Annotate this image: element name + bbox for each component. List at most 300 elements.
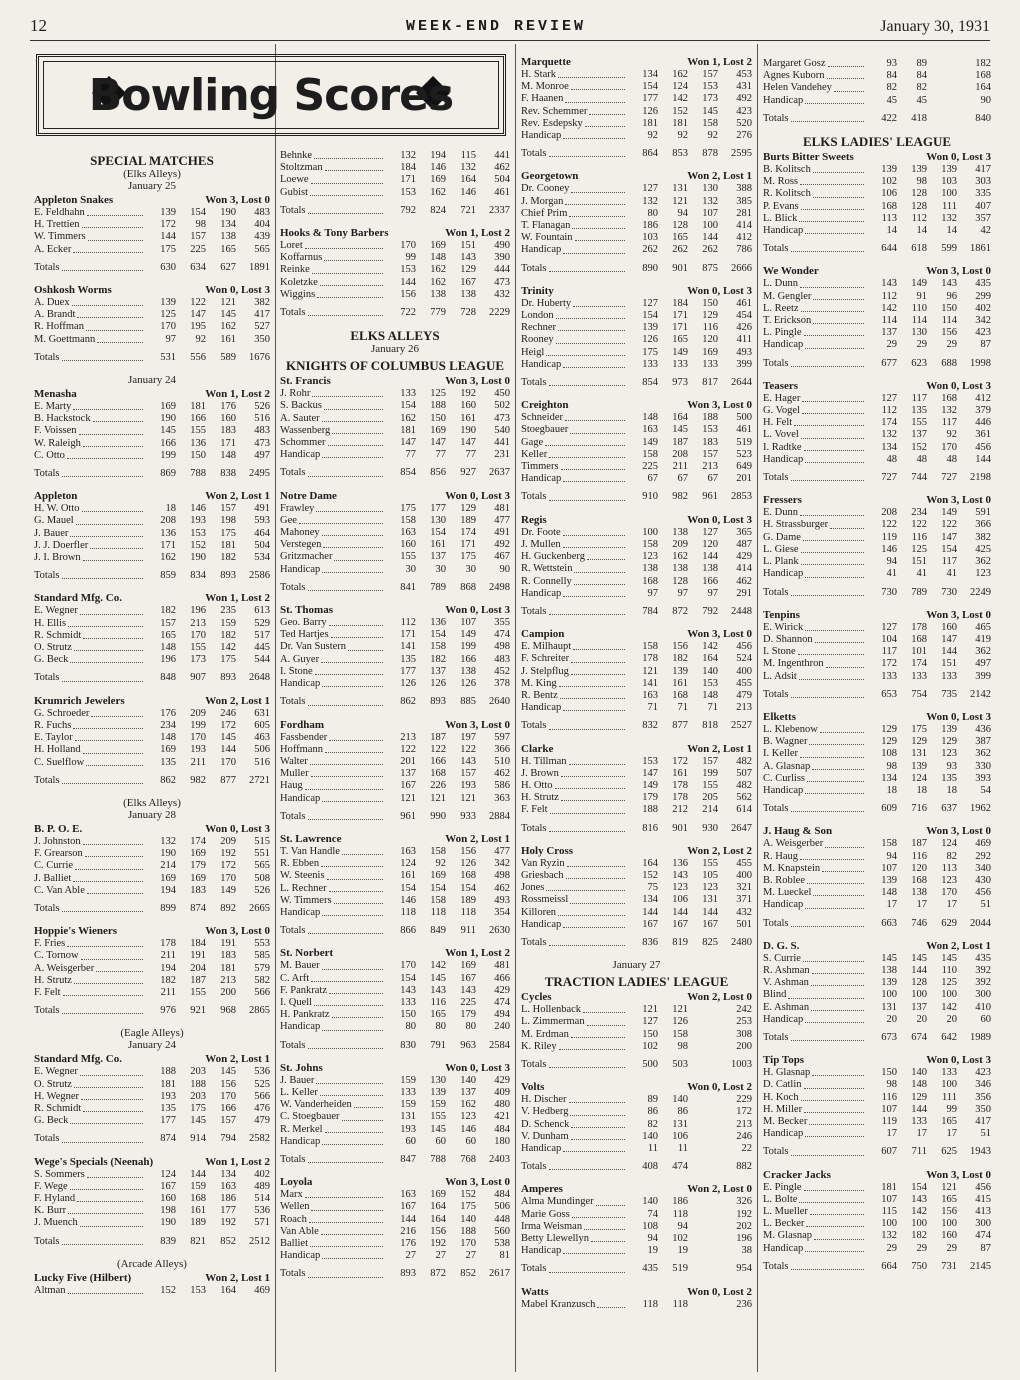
- score-cells: [386, 277, 510, 289]
- section-subheading: January 28: [128, 808, 176, 821]
- game-score: 60: [465, 1135, 476, 1147]
- game-score: 153: [400, 186, 416, 198]
- issue-date: January 30, 1931: [880, 18, 990, 35]
- score-cells: [628, 1119, 752, 1131]
- score-cells: [146, 1133, 270, 1145]
- player-row: [280, 678, 510, 690]
- player-row: [763, 454, 991, 466]
- player-row: [521, 588, 752, 600]
- leader-dots: [591, 1233, 625, 1242]
- leader-dots: [549, 263, 625, 272]
- player-row: [763, 1182, 991, 1194]
- series-total: 300: [975, 1218, 991, 1230]
- game-score: 190: [160, 1217, 176, 1229]
- game-score: 875: [702, 262, 718, 274]
- series-total: 1891: [249, 261, 270, 273]
- game-score: 80: [465, 1021, 476, 1033]
- leader-dots: [310, 756, 383, 765]
- game-score: 138: [672, 526, 688, 538]
- game-score: 129: [911, 736, 927, 748]
- game-score: 98: [916, 176, 927, 188]
- score-cells: [867, 953, 991, 965]
- player-row: [521, 1233, 752, 1245]
- leader-dots: [561, 461, 625, 470]
- totals-row: [280, 696, 510, 708]
- player-name: H. Wegner: [34, 1090, 80, 1102]
- game-score: 133: [400, 388, 416, 400]
- game-score: 142: [941, 1001, 957, 1013]
- player-row: [280, 539, 510, 551]
- player-name: J. I. Brown: [34, 552, 81, 564]
- score-cells: [386, 997, 510, 1009]
- player-row: [280, 732, 510, 744]
- leader-dots: [322, 907, 383, 916]
- series-total: 196: [736, 1233, 752, 1245]
- score-cells: [386, 1099, 510, 1111]
- game-score: 48: [946, 453, 957, 465]
- game-score: 794: [220, 1133, 236, 1145]
- game-score: 123: [642, 551, 658, 563]
- game-score: 133: [941, 670, 957, 682]
- player-row: [280, 289, 510, 301]
- game-score: 145: [911, 952, 927, 964]
- series-total: 473: [254, 437, 270, 449]
- player-name: Helen Vandehey: [763, 82, 832, 94]
- score-cells: [628, 1221, 752, 1233]
- score-cells: [386, 1087, 510, 1099]
- game-score: 98: [677, 1040, 688, 1052]
- score-cells: [386, 846, 510, 858]
- player-row: [521, 461, 752, 473]
- leader-dots: [72, 297, 143, 306]
- game-score: 149: [642, 436, 658, 448]
- player-name: F. Felt: [34, 986, 61, 998]
- game-score: [688, 1245, 718, 1257]
- leader-dots: [305, 240, 383, 249]
- score-cells: [386, 666, 510, 678]
- game-score: 170: [941, 441, 957, 453]
- player-name: H. Stark: [521, 69, 556, 80]
- series-total: 500: [736, 412, 752, 424]
- game-score: 20: [916, 1013, 927, 1025]
- game-score: 664: [881, 1260, 897, 1272]
- player-name: M. Lueckel: [763, 887, 812, 899]
- game-score: 127: [881, 392, 897, 404]
- player-row: [521, 1143, 752, 1155]
- section-subheading: (Elks Alleys): [123, 168, 181, 180]
- player-row: [763, 176, 991, 188]
- game-score: 630: [160, 261, 176, 273]
- player-row: [34, 297, 270, 309]
- series-total: 536: [254, 1066, 270, 1078]
- series-total: 479: [254, 1115, 270, 1127]
- game-score: 67: [647, 473, 658, 485]
- leader-dots: [549, 1059, 625, 1068]
- game-score: [688, 1029, 718, 1041]
- team-record: Won 3, Lost 0: [205, 194, 270, 206]
- player-name: Geo. Barry: [280, 617, 327, 629]
- score-cells: [628, 322, 752, 334]
- game-score: 642: [941, 1031, 957, 1043]
- score-cells: [628, 232, 752, 244]
- leader-dots: [311, 973, 383, 982]
- leader-dots: [546, 882, 625, 891]
- leader-dots: [805, 454, 864, 463]
- series-total: 2512: [249, 1235, 270, 1247]
- player-name: L. Blick: [763, 212, 798, 224]
- player-row: [34, 1079, 270, 1091]
- player-name: Handicap: [763, 225, 804, 237]
- game-score: 147: [941, 633, 957, 645]
- game-score: 173: [702, 93, 718, 105]
- game-score: 117: [881, 646, 897, 658]
- game-score: [927, 113, 957, 125]
- player-row: [763, 736, 991, 748]
- game-score: 164: [702, 653, 718, 665]
- game-score: 818: [702, 720, 718, 732]
- player-row: [280, 1250, 510, 1262]
- score-cells: [386, 973, 510, 985]
- player-name: C. Van Able: [34, 884, 85, 896]
- game-score: 136: [190, 437, 206, 449]
- series-total: 365: [736, 526, 752, 538]
- game-score: 118: [642, 1298, 658, 1310]
- player-row: [280, 400, 510, 412]
- game-score: 167: [160, 1180, 176, 1192]
- team-record: Won 1, Lost 2: [445, 947, 510, 960]
- series-total: 229: [736, 1094, 752, 1106]
- leader-dots: [569, 208, 625, 217]
- game-score: [688, 1041, 718, 1053]
- series-total: 510: [494, 755, 510, 767]
- totals-label: Totals: [763, 1031, 789, 1043]
- totals-label: Totals: [34, 672, 60, 684]
- series-total: 385: [736, 195, 752, 207]
- game-score: 157: [220, 1115, 236, 1127]
- game-score: 177: [400, 665, 416, 677]
- series-total: 308: [736, 1028, 752, 1040]
- leader-dots: [800, 851, 864, 860]
- leader-dots: [75, 732, 143, 741]
- game-score: 191: [220, 938, 236, 950]
- player-row: [34, 1285, 270, 1297]
- series-total: 356: [975, 1091, 991, 1103]
- section-subheading: (Arcade Alleys): [117, 1257, 187, 1270]
- series-total: 544: [254, 654, 270, 666]
- series-total: 366: [975, 519, 991, 531]
- series-total: 399: [736, 358, 752, 370]
- score-cells: [867, 689, 991, 701]
- team-header: [763, 494, 991, 507]
- game-score: [688, 1233, 718, 1245]
- game-score: 868: [460, 581, 476, 593]
- game-score: 825: [702, 936, 718, 948]
- player-name: M. Bauer: [280, 960, 320, 972]
- game-score: 111: [942, 1091, 957, 1103]
- player-row: [763, 188, 991, 200]
- game-score: 154: [911, 1181, 927, 1193]
- team-header: [34, 592, 270, 605]
- series-total: 2582: [249, 1133, 270, 1145]
- team-header: [34, 1272, 270, 1285]
- leader-dots: [80, 605, 143, 614]
- score-cells: [867, 1014, 991, 1026]
- leader-dots: [79, 425, 143, 434]
- series-total: 419: [975, 633, 991, 645]
- game-score: 874: [190, 902, 206, 914]
- game-score: 129: [881, 736, 897, 748]
- game-score: 167: [460, 972, 476, 984]
- game-score: 117: [941, 556, 957, 568]
- game-score: 139: [160, 297, 176, 309]
- game-score: 187: [190, 974, 206, 986]
- player-row: [521, 93, 752, 105]
- game-score: 92: [707, 130, 718, 142]
- game-score: 123: [672, 882, 688, 894]
- game-score: 100: [941, 989, 957, 1001]
- player-row: [521, 310, 752, 322]
- team-record: Won 1, Lost 2: [445, 227, 510, 240]
- game-score: 116: [911, 531, 927, 543]
- leader-dots: [322, 678, 383, 687]
- score-cells: [146, 873, 270, 885]
- game-score: 127: [642, 183, 658, 195]
- game-score: 132: [160, 835, 176, 847]
- leader-dots: [570, 1106, 625, 1115]
- player-name: E. Wegner: [34, 605, 78, 617]
- leader-dots: [794, 417, 864, 426]
- series-total: 38: [741, 1245, 752, 1257]
- game-score: 140: [460, 1213, 476, 1225]
- player-row: [763, 748, 991, 760]
- game-score: 182: [672, 653, 688, 665]
- totals-row: [280, 467, 510, 479]
- game-score: 17: [886, 1128, 897, 1140]
- game-score: 262: [642, 244, 658, 256]
- leader-dots: [62, 775, 143, 784]
- score-cells: [386, 1268, 510, 1280]
- score-cells: [628, 539, 752, 551]
- leader-dots: [331, 629, 383, 638]
- game-score: 139: [941, 723, 957, 735]
- game-score: 134: [642, 894, 658, 906]
- player-name: H. Pankratz: [280, 1009, 330, 1021]
- player-row: [521, 232, 752, 244]
- game-score: 961: [702, 491, 718, 503]
- game-score: 141: [400, 641, 416, 653]
- series-total: 464: [254, 527, 270, 539]
- series-total: 489: [254, 1180, 270, 1192]
- game-score: [688, 1209, 718, 1221]
- player-row: [34, 975, 270, 987]
- player-name: A. Weisgerber: [763, 838, 824, 850]
- player-name: C. Currie: [34, 860, 74, 872]
- game-score: 165: [160, 629, 176, 641]
- series-total: 362: [975, 748, 991, 760]
- score-cells: [867, 544, 991, 556]
- game-score: 154: [400, 400, 416, 412]
- player-row: [280, 666, 510, 678]
- leader-dots: [308, 1268, 383, 1277]
- leader-dots: [311, 1201, 383, 1210]
- series-total: 506: [254, 744, 270, 756]
- player-name: Handicap: [763, 1128, 804, 1140]
- game-score: 172: [220, 860, 236, 872]
- game-score: 100: [941, 1218, 957, 1230]
- leader-dots: [813, 164, 864, 173]
- game-score: 171: [672, 310, 688, 322]
- leader-dots: [549, 377, 625, 386]
- column-4: [763, 58, 991, 1283]
- game-score: 126: [460, 678, 476, 690]
- game-score: 137: [430, 665, 446, 677]
- player-name: O. Strutz: [34, 1078, 72, 1090]
- player-name: J. Morgan: [521, 195, 564, 207]
- game-score: 67: [677, 473, 688, 485]
- game-score: 41: [886, 568, 897, 580]
- leader-dots: [310, 1238, 383, 1247]
- player-row: [280, 277, 510, 289]
- game-score: 122: [881, 519, 897, 531]
- game-score: 153: [190, 1284, 206, 1296]
- player-name: Margaret Gosz: [763, 58, 826, 69]
- player-name: M. Ingenthron: [763, 658, 824, 670]
- player-row: [763, 1230, 991, 1242]
- game-score: 132: [702, 195, 718, 207]
- game-score: 133: [642, 358, 658, 370]
- series-total: 461: [736, 424, 752, 436]
- team-header: [34, 695, 270, 708]
- player-row: [521, 870, 752, 882]
- game-score: 175: [220, 654, 236, 666]
- leader-dots: [834, 82, 864, 91]
- series-total: 1676: [249, 351, 270, 363]
- player-row: [763, 291, 991, 303]
- game-score: [688, 1094, 718, 1106]
- game-score: 136: [430, 617, 446, 629]
- series-total: 340: [975, 862, 991, 874]
- score-cells: [628, 473, 752, 485]
- series-total: 441: [494, 150, 510, 161]
- game-score: 97: [707, 587, 718, 599]
- score-cells: [386, 437, 510, 449]
- game-score: 145: [160, 425, 176, 437]
- game-score: 177: [642, 93, 658, 105]
- series-total: 2586: [249, 570, 270, 582]
- score-cells: [386, 515, 510, 527]
- game-score: 162: [430, 276, 446, 288]
- game-score: 727: [881, 472, 897, 484]
- game-score: 864: [642, 148, 658, 160]
- series-total: 201: [736, 473, 752, 485]
- player-row: [763, 965, 991, 977]
- leader-dots: [85, 848, 143, 857]
- game-score: 168: [642, 575, 658, 587]
- game-score: 847: [400, 1153, 416, 1165]
- game-score: 183: [220, 425, 236, 437]
- player-name: W. Timmers: [34, 231, 86, 243]
- game-score: 139: [911, 760, 927, 772]
- game-score: 154: [430, 629, 446, 641]
- column-divider: [757, 44, 758, 1372]
- team-record: Won 3, Lost 0: [445, 375, 510, 388]
- game-score: 149: [911, 278, 927, 290]
- leader-dots: [807, 875, 864, 884]
- game-score: 792: [702, 605, 718, 617]
- series-total: 303: [975, 176, 991, 188]
- series-total: 1943: [970, 1146, 991, 1158]
- leader-dots: [563, 473, 625, 482]
- player-row: [280, 252, 510, 264]
- team-record: Won 0, Lost 3: [205, 284, 270, 297]
- score-cells: [867, 405, 991, 417]
- player-name: Handicap: [521, 244, 562, 256]
- game-score: [688, 1263, 718, 1275]
- game-score: [927, 70, 957, 82]
- game-score: 890: [642, 262, 658, 274]
- player-row: [34, 321, 270, 333]
- player-name: Gage: [521, 436, 544, 448]
- series-total: 2145: [970, 1260, 991, 1272]
- series-total: 585: [254, 950, 270, 962]
- leader-dots: [328, 437, 384, 446]
- game-score: 92: [435, 858, 446, 870]
- player-name: I. Keller: [763, 748, 798, 760]
- player-row: [521, 1209, 752, 1221]
- leader-dots: [322, 1250, 383, 1259]
- game-score: 126: [642, 105, 658, 117]
- player-name: L. Becker: [763, 1218, 805, 1230]
- score-cells: [867, 556, 991, 568]
- leader-dots: [814, 1230, 864, 1239]
- score-cells: [386, 617, 510, 629]
- score-cells: [867, 587, 991, 599]
- game-score: 175: [460, 1201, 476, 1213]
- game-score: 187: [672, 436, 688, 448]
- game-score: 163: [642, 689, 658, 701]
- game-score: 735: [941, 688, 957, 700]
- series-total: 473: [494, 412, 510, 424]
- score-cells: [146, 1236, 270, 1248]
- game-score: 136: [160, 527, 176, 539]
- series-total: 461: [736, 297, 752, 309]
- team-header: [34, 284, 270, 297]
- player-row: [521, 1094, 752, 1106]
- totals-row: [280, 925, 510, 937]
- game-score: 193: [160, 1090, 176, 1102]
- player-name: V. Ashman: [763, 977, 809, 989]
- leader-dots: [801, 303, 864, 312]
- player-name: Handicap: [763, 899, 804, 911]
- leader-dots: [807, 773, 864, 782]
- player-row: [34, 503, 270, 515]
- series-total: 436: [975, 723, 991, 735]
- game-score: 910: [642, 491, 658, 503]
- leader-dots: [805, 225, 864, 234]
- game-score: 132: [400, 150, 416, 161]
- game-score: 133: [400, 1086, 416, 1098]
- series-total: 517: [254, 629, 270, 641]
- game-score: 921: [190, 1005, 206, 1017]
- score-cells: [146, 1115, 270, 1127]
- game-score: 164: [430, 1213, 446, 1225]
- totals-row: [34, 775, 270, 787]
- player-name: I. Stone: [280, 665, 313, 677]
- player-row: [34, 744, 270, 756]
- player-name: D. Catlin: [763, 1079, 802, 1091]
- player-name: T. Van Handle: [280, 845, 340, 857]
- game-score: 158: [702, 117, 718, 129]
